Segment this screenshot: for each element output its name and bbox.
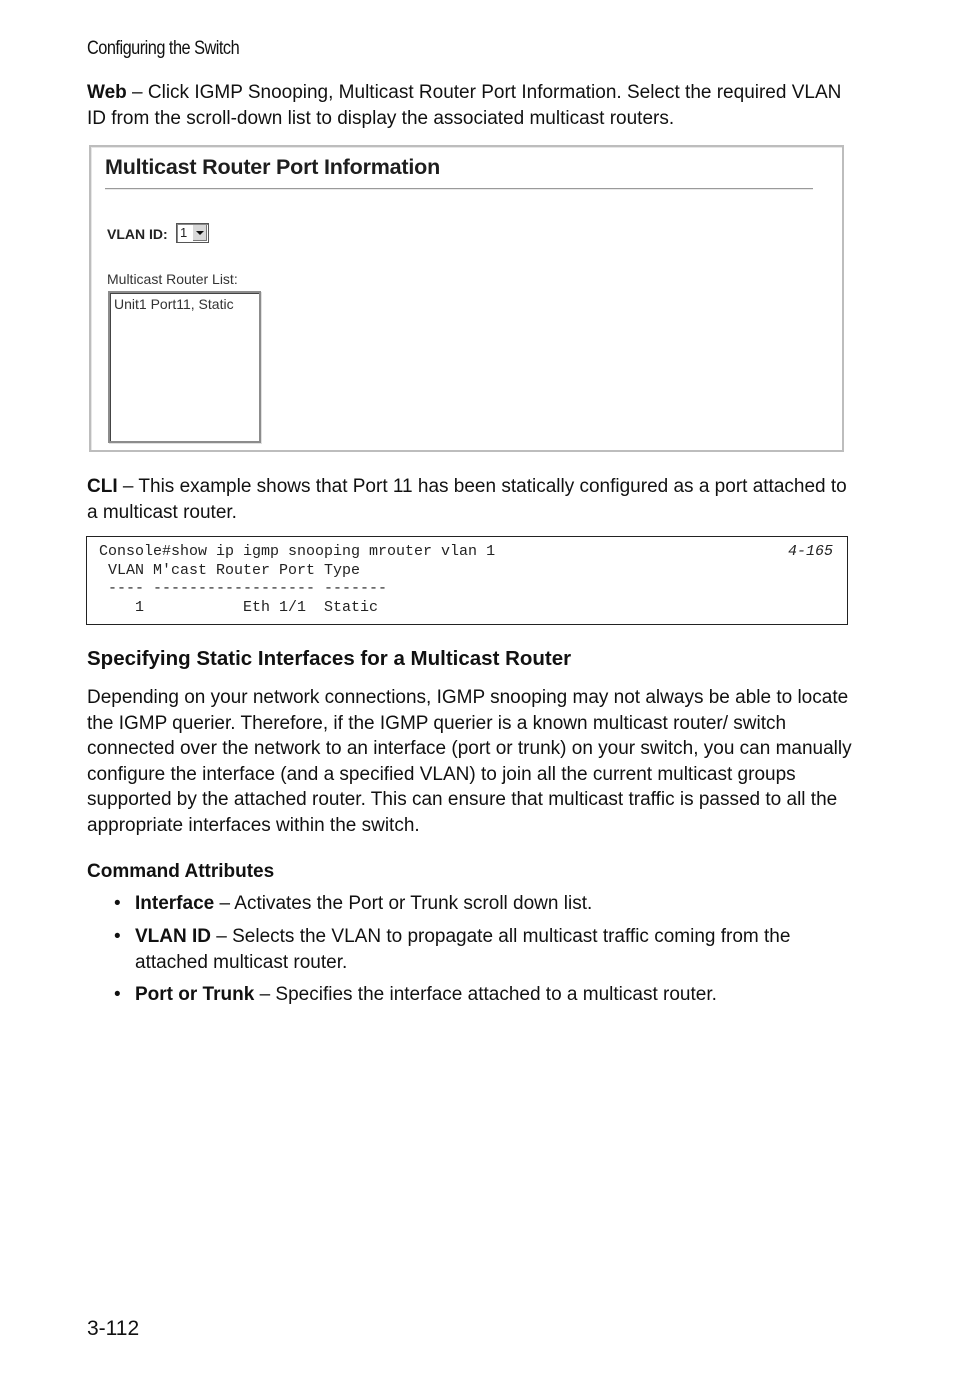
screenshot-panel	[89, 145, 844, 452]
web-lead: Web	[87, 82, 127, 103]
panel-divider	[105, 188, 813, 190]
vlan-id-label: VLAN ID:	[107, 226, 168, 242]
multicast-router-list[interactable]	[108, 291, 261, 443]
attribute-term: VLAN ID	[135, 926, 211, 947]
attribute-desc: – Activates the Port or Trunk scroll down list.	[214, 893, 593, 914]
bullet-icon: •	[114, 984, 121, 1005]
web-text: – Click IGMP Snooping, Multicast Router Port Information. Select the required VLAN ID from the scroll-down list to display the associated multicast routers.	[87, 82, 842, 129]
code-line: 1 Eth 1/1 Static	[99, 599, 379, 617]
command-reference: 4-165	[787, 543, 833, 560]
section-heading: Specifying Static Interfaces for a Multicast Router	[87, 647, 572, 670]
bullet-icon: •	[114, 893, 121, 914]
code-line: ---- ------------------ -------	[99, 580, 388, 598]
attributes-heading: Command Attributes	[87, 861, 275, 882]
running-header: Configuring the Switch	[87, 38, 240, 59]
cli-text: – This example shows that Port 11 has been statically configured as a port attached to a multicast router.	[87, 476, 847, 523]
multicast-router-list-label: Multicast Router List:	[107, 271, 238, 287]
attribute-item	[114, 891, 849, 917]
cli-code-block	[86, 536, 848, 625]
attribute-item	[114, 982, 849, 1008]
bullet-icon: •	[114, 926, 121, 947]
list-item[interactable]: Unit1 Port11, Static	[114, 296, 234, 312]
attribute-term: Port or Trunk	[135, 984, 255, 1005]
cli-lead: CLI	[87, 476, 118, 497]
attribute-item	[114, 924, 849, 975]
attribute-desc: – Selects the VLAN to propagate all multicast traffic coming from the attached multicast router.	[135, 926, 791, 973]
panel-title: Multicast Router Port Information	[105, 155, 441, 179]
attribute-term: Interface	[135, 893, 215, 914]
chevron-down-icon[interactable]	[192, 225, 207, 241]
vlan-id-value: 1	[180, 225, 188, 240]
attribute-desc: – Specifies the interface attached to a multicast router.	[254, 984, 717, 1005]
cli-intro	[87, 474, 852, 525]
code-line: Console#show ip igmp snooping mrouter vlan 1	[99, 543, 496, 560]
web-instructions	[87, 80, 852, 131]
section-body: Depending on your network connections, IGMP snooping may not always be able to locate the IGMP querier. Therefore, if the IGMP querier is a known multicast router/ switch connected over the network to an interface (port or trunk) on your switch, you can manually configure the interface (and a specified VLAN) to join all the current multicast groups supported by the attached router. This can ensure that multicast traffic is passed to all the appropriate interfaces within the switch.	[87, 687, 852, 836]
page-number: 3-112	[87, 1317, 140, 1340]
vlan-id-select[interactable]	[176, 223, 209, 243]
code-line: VLAN M'cast Router Port Type	[99, 561, 361, 579]
